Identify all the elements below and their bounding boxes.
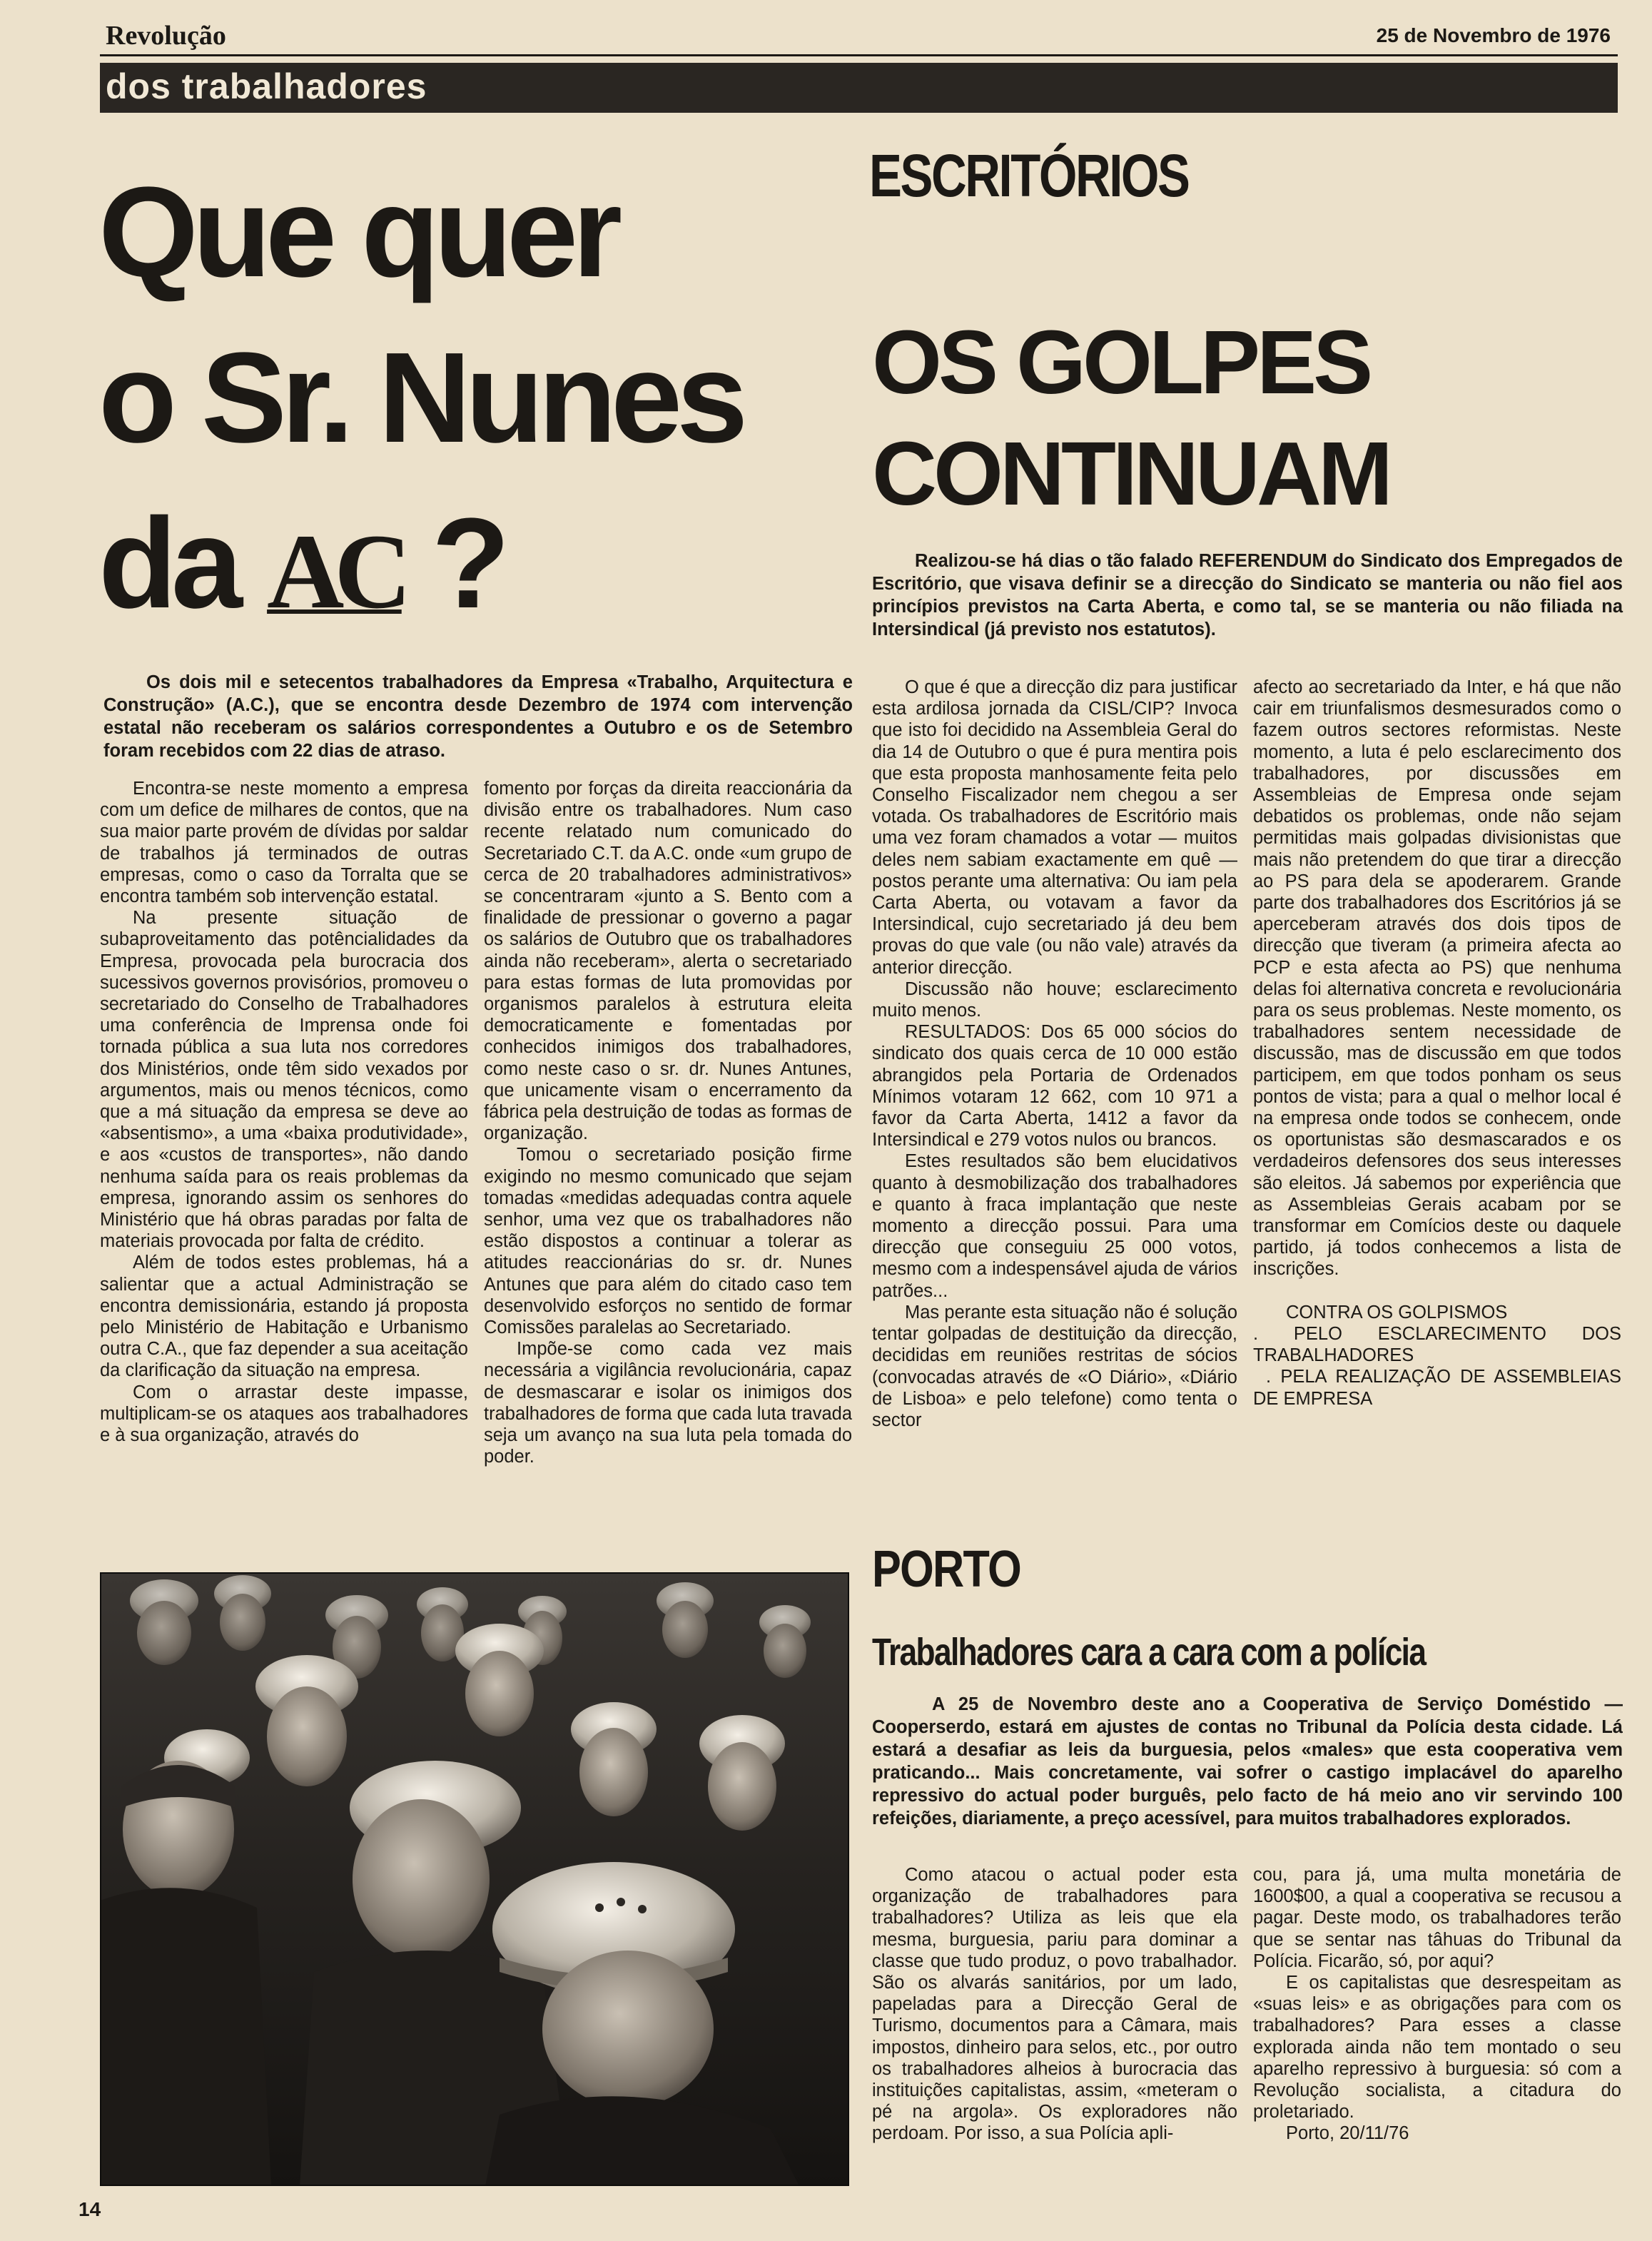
paragraph: Encontra-se neste momento a empresa com um defice de milhares de contos, que na sua maior parte provém de dívidas por saldar de trabalhos já terminados de outras empresas, como o caso da Torralta que se encontra também sob intervenção estatal. — [100, 779, 468, 907]
left-lead: Os dois mil e setecentos trabalhadores da Empresa «Trabalho, Arquitectura e Construção» (A.C.), que se encontra desde Dezembro de 1974 com intervenção estatal não receberam os salários correspondentes a Outubro e os de Setembro foram recebidos com 22 dias de atraso. — [103, 672, 853, 761]
porto-column-1 — [872, 1864, 1237, 2145]
miners-photo — [100, 1572, 849, 2186]
section-title: dos trabalhadores — [106, 66, 427, 106]
right-headline-line-2: CONTINUAM — [872, 423, 1389, 524]
masthead-rule — [100, 54, 1618, 56]
left-headline — [98, 150, 855, 654]
paragraph: fomento por forças da direita reaccionária da divisão entre os trabalhadores. Num caso recente relatado num comunicado do Secretariado C.T. da A.C. onde «um grupo de cerca de 20 trabalhadores administrativos» se concentraram «junto a S. Bento com a finalidade de pressionar o governo a pagar os salários de Outubro que os trabalhadores ainda não receberam», alerta o secretariado para estas formas de luta promovidas por organismos paralelos à estrutura eleita democraticamente e fomentadas por conhecidos inimigos dos trabalhadores, como neste caso o sr. dr. Nunes Antunes, que unicamente visam o encerramento da fábrica pela destruição de todas as formas de organização. — [484, 779, 852, 1144]
section-banner — [100, 63, 1618, 113]
ac-logo: AC — [267, 512, 402, 631]
paragraph: Com o arrastar deste impasse, multiplicam-se os ataques aos trabalhadores e à sua organização, através do — [100, 1382, 468, 1446]
porto-column-2 — [1253, 1864, 1621, 2145]
porto-kicker: PORTO — [872, 1541, 1021, 1598]
slogan: CONTRA OS GOLPISMOS — [1286, 1302, 1508, 1322]
slogan: . PELO ESCLARECIMENTO DOS TRABALHADORES — [1253, 1323, 1621, 1366]
right-headline — [872, 307, 1643, 530]
right-lead: Realizou-se há dias o tão falado REFERENDUM do Sindicato dos Empregados de Escritório, que visava definir se a direcção do Sindicato se manteria ou não fiel aos princípios previstos na Carta Aberta, e como tal, se se manteria ou não filiada na Intersindical (já previsto nos estatutos). — [872, 551, 1623, 639]
paragraph: cou, para já, uma multa monetária de 1600$00, a qual a cooperativa se recusou a pagar. Deste modo, os trabalhadores terão que se sentar nas tâhuas do Tribunal da Polícia. Ficarão, só, por aqui? — [1253, 1865, 1621, 1971]
paragraph: Impõe-se como cada vez mais necessária a vigilância revolucionária, capaz de desmascarar e isolar os inimigos dos trabalhadores de forma que cada luta travada seja um avanço na sua luta pela tomada do poder. — [484, 1339, 853, 1467]
right-kicker: ESCRITÓRIOS — [869, 142, 1189, 209]
page-number: 14 — [78, 2198, 101, 2220]
paragraph: afecto ao secretariado da Inter, e há que não cair em triunfalismos desmesurados como o fazem outros sectores reformistas. Neste momento, a luta é pelo esclarecimento dos trabalhadores, por discussões em Assembleias de Empresa onde sejam debatidos os problemas, onde não sejam permitidas mais golpadas divisionistas que mais não pretendem do que tirar a direcção ao PS para dela se apoderarem. Grande parte dos trabalhadores dos Escritórios já se aperceberam através dos dois tipos de direcção que tiveram (a primeira afecta ao PCP e esta afecta ao PS) que nenhuma delas foi alternativa concreta e revolucionária para os seus problemas. Neste momento, os trabalhadores sentem necessidade de discussão, mas de discussão em que todos participem, em que todos ponham os seus pontos de vista; para a qual o melhor local é na empresa onde todos se conhecem, onde os oportunistas são desmascarados e os verdadeiros defensores dos seus interesses são eleitos. Já sabemos por experiência que as Assembleias Gerais acabam por se transformar em Comícios deste ou daquele partido, já todos conhecemos a lista de inscrições. — [1253, 677, 1621, 1280]
paragraph: Tomou o secretariado posição firme exigindo no mesmo comunicado que sejam tomadas «medidas adequadas contra aquele senhor, uma vez que os trabalhadores não estão dispostos a continuar a tolerar as atitudes reaccionárias do sr. dr. Nunes Antunes que para além do citado caso tem desenvolvido esforços no sentido de formar Comissões paralelas ao Secretariado. — [484, 1145, 852, 1338]
slogan: . PELA REALIZAÇÃO DE ASSEMBLEIAS DE EMPRESA — [1253, 1367, 1621, 1409]
paragraph: O que é que a direcção diz para justificar esta ardilosa jornada da CISL/CIP? Invoca que isto foi decidido na Assembleia Geral do dia 14 de Outubro o que é pura mentira pois que esta proposta manhosamente feita pelo Conselho Fiscalizador nem chegou a ser votada. Os trabalhadores de Escritório mais uma vez foram chamados a votar — muitos deles nem sabiam exactamente em quê — postos perante uma alternativa: Ou iam pela Carta Aberta, ou votavam a favor da Intersindical, cujo secretariado já deu bem provas do que vale (ou não vale) através da anterior direcção. — [872, 677, 1237, 978]
slogans — [1253, 1302, 1621, 1410]
left-column-2 — [484, 778, 852, 1468]
paragraph: Mas perante esta situação não é solução tentar golpadas de destituição da direcção, decididas em reuniões restritas de sócios (convocadas através de «O Diário», «Diário de Lisboa» e pelo telefone) como tenta o sector — [872, 1302, 1237, 1430]
porto-lead: A 25 de Novembro deste ano a Cooperativa de Serviço Doméstido — Cooperserdo, estará em ajustes de contas no Tribunal da Polícia desta cidade. Lá estará a desafiar as leis da burguesia, pelos «males» que esta cooperativa vem praticando... Mais concretamente, vai sofrer o castigo implacável do aparelho repressivo do actual poder burguês, pelo facto de há meio ano vir servindo 100 refeições, diariamente, a preço acessível, para muitos trabalhadores explorados. — [872, 1694, 1623, 1828]
headline-line-3: da AC ? — [98, 492, 505, 635]
headline-line-2: o Sr. Nunes — [98, 326, 743, 470]
paragraph: Na presente situação de subaproveitamento das potêncialidades da Empresa, provocada pela burocracia dos sucessivos governos provisórios, promoveu o secretariado do Conselho de Trabalhadores uma conferência de Imprensa onde foi tornada pública a sua luta nos corredores dos Ministérios, onde têm sido vexados por argumentos, mais ou menos técnicos, como que a má situação da empresa se deve ao «absentismo», a uma «baixa produtividade», e aos «custos de transportes», não dando nenhuma saída para os reais problemas da empresa, ignorando assim os senhores do Ministério que há obras paradas por falta de materiais provocada por falta de crédito. — [100, 908, 468, 1252]
right-headline-line-1: OS GOLPES — [872, 312, 1370, 413]
photo-illustration — [100, 1572, 849, 2186]
signoff: Porto, 20/11/76 — [1286, 2123, 1409, 2144]
paragraph: Como atacou o actual poder esta organização de trabalhadores para trabalhadores? Utiliza as leis que ela mesma, burguesia, pariu para dominar a classe que tudo produz, o povo trabalhador. São os alvarás sanitários, por um lado, papeladas para a Direcção Geral de Turismo, documentos para a Câmara, mais impostos, dinheiro para selos, etc., por outro os trabalhadores alheios à burocracia das instituições capitalistas, assim, «meteram o pé na argola». Os exploradores não perdoam. Por isso, a sua Polícia apli- — [872, 1865, 1237, 2144]
issue-date: 25 de Novembro de 1976 — [1376, 24, 1611, 46]
right-column-1 — [872, 677, 1237, 1431]
masthead-name: Revolução — [106, 21, 226, 51]
headline-line-1: Que quer — [98, 161, 617, 304]
paragraph: RESULTADOS: Dos 65 000 sócios do sindicato dos quais cerca de 10 000 estão abrangidos pela Portaria de Ordenados Mínimos votaram 12 662, com 10 971 a favor da Carta Aberta, 1412 a favor da Intersindical e 279 votos nulos ou brancos. — [872, 1022, 1237, 1150]
paragraph: E os capitalistas que desrespeitam as «suas leis» e as obrigações para com os trabalhadores? Para esses a classe explorada ainda não tem montado o seu aparelho repressivo à burguesia: só com a Revolução socialista, a citadura do proletariado. — [1253, 1973, 1621, 2123]
right-column-2 — [1253, 677, 1621, 1410]
paragraph: Discussão não houve; esclarecimento muito menos. — [872, 978, 1237, 1021]
porto-headline: Trabalhadores cara a cara com a polícia — [872, 1631, 1426, 1674]
paragraph: Estes resultados são bem elucidativos quanto à desmobilização dos trabalhadores e quanto à fraca implantação que neste momento a direcção possui. Para uma direcção que conseguiu 25 000 votos, mesmo com a indespensável ajuda de vários patrões... — [872, 1151, 1237, 1301]
paragraph: Além de todos estes problemas, há a salientar que a actual Administração se encontra demissionária, estando já proposta pelo Ministério de Habitação e Urbanismo outra C.A., que faz depender a sua aceitação da clarificação da situação na empresa. — [100, 1253, 468, 1381]
left-column-1 — [100, 778, 468, 1446]
